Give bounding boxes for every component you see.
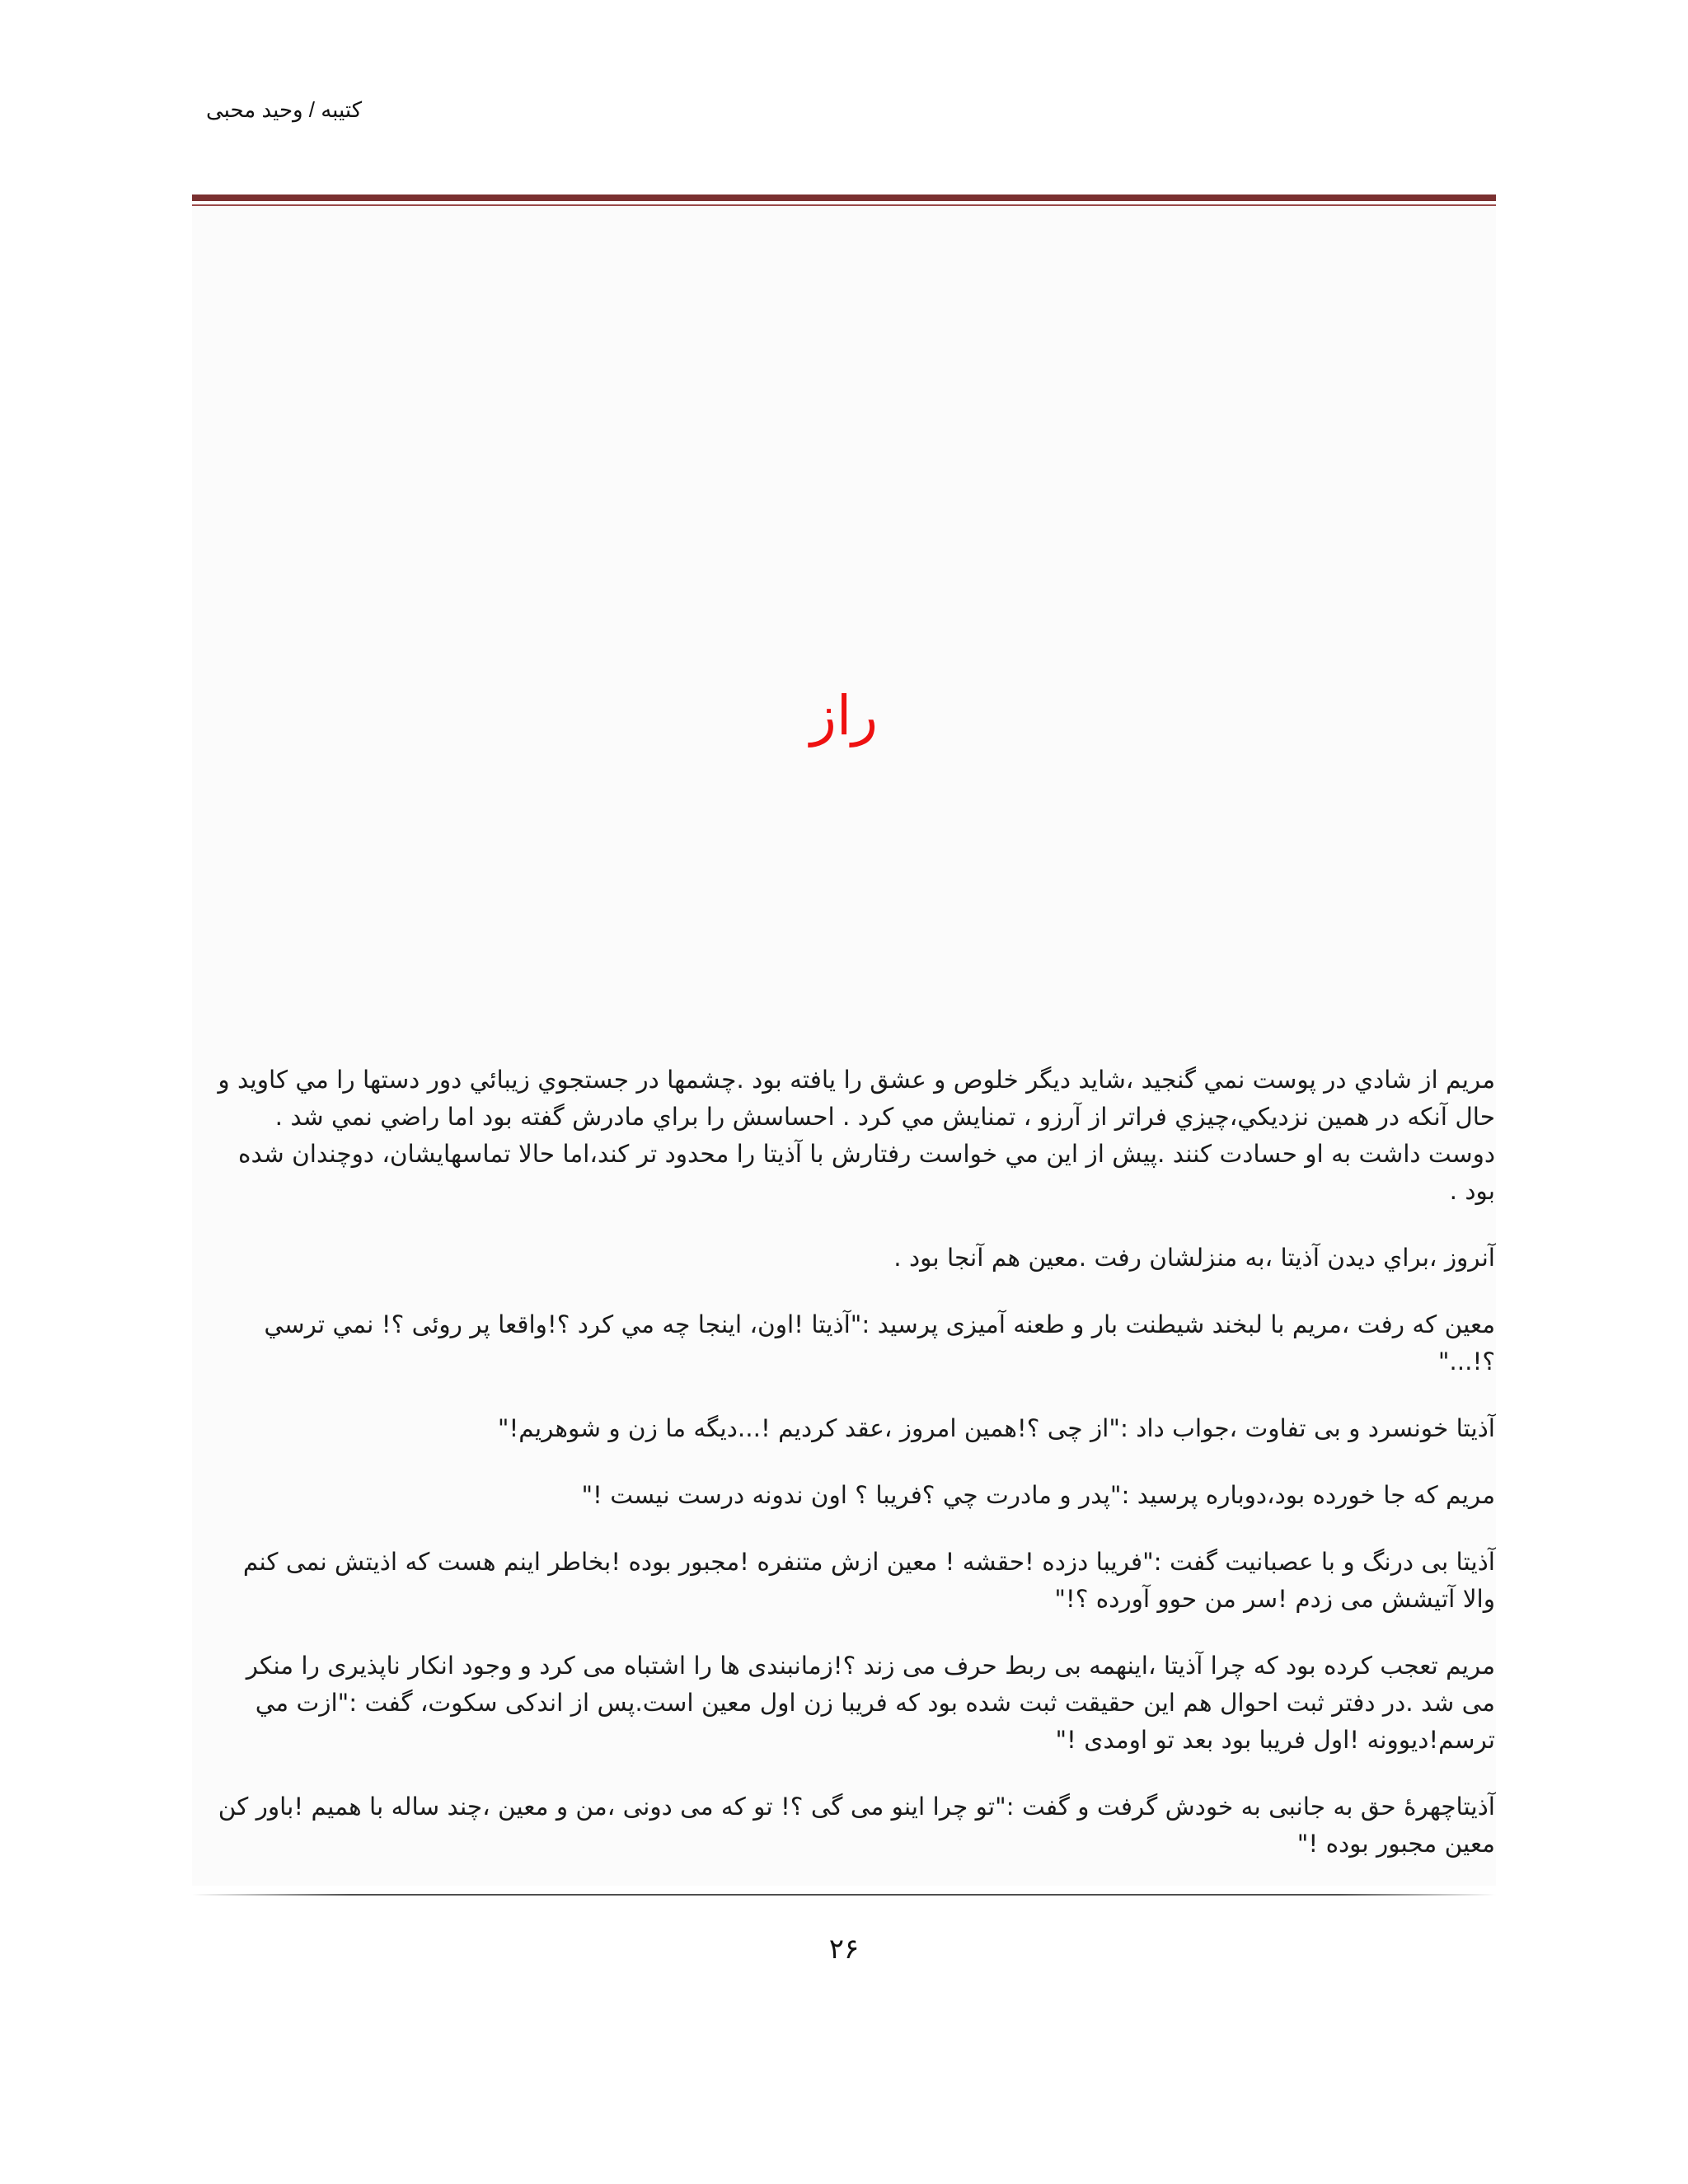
paragraph: مریم از شادي در پوست نمي گنجید ،شاید دیگر خلوص و عشق را یافته بود .چشمها در جستجوي زیبائي دور دستها را مي کاوید و حال آنکه در همین نزدیکي،چیزي فراتر از آرزو ، تمنایش مي کرد . احساسش را براي مادرش گفته بود اما راضي نمي شد . دوست داشت به او حسادت کنند .پیش از این مي خواست رفتارش با آذیتا را محدود تر کند،اما حالا تماسهایشان، دوچندان شده بود . — [218, 1066, 1495, 1205]
page-number: ۲۶ — [828, 1933, 860, 1966]
paragraph: آنروز ،براي دیدن آذیتا ،به منزلشان رفت .معین هم آنجا بود . — [893, 1244, 1495, 1272]
paragraph: آذیتا بی درنگ و با عصبانیت گفت :"فریبا دزده !حقشه ! معین ازش متنفره !مجبور بوده !بخاطر اینم هست که اذیتش نمی کنم والا آتیشش می زدم !سر من حوو آورده ؟!" — [242, 1548, 1495, 1613]
running-header: کتیبه / وحید محبی — [206, 97, 363, 122]
paragraph: مریم که جا خورده بود،دوباره پرسید :"پدر و مادرت چي ؟فریبا ؟ اون ندونه درست نیست !" — [581, 1481, 1495, 1509]
header-rule-thick — [192, 194, 1496, 201]
body-text — [209, 1062, 1495, 1892]
chapter-title: راز — [809, 684, 879, 748]
header-rule-thin — [192, 204, 1496, 206]
paragraph: معین که رفت ،مریم با لبخند شیطنت بار و طعنه آمیزی پرسید :"آذیتا !اون، اینجا چه مي کرد ؟!واقعا پر روئی ؟! نمي ترسي ؟!..." — [264, 1310, 1495, 1376]
paragraph: مریم تعجب کرده بود که چرا آذیتا ،اینهمه بی ربط حرف می زند ؟!زمانبندی ها را اشتباه می کرد و وجود انکار ناپذیری را منکر می شد .در دفتر ثبت احوال هم این حقیقت ثبت شده بود که فریبا زن اول معین است.پس از اندکی سکوت، گفت :"ازت مي ترسم!دیوونه !اول فریبا بود بعد تو اومدی !" — [246, 1652, 1495, 1754]
footer-rule — [192, 1894, 1496, 1896]
paragraph: آذیتاچهرۀ حق به جانبی به خودش گرفت و گفت :"تو چرا اینو می گی ؟! تو که می دونی ،من و معین ،چند ساله با همیم !باور کن معین مجبور بوده !" — [218, 1793, 1495, 1858]
paragraph: آذیتا خونسرد و بی تفاوت ،جواب داد :"از چی ؟!همین امروز ،عقد کردیم !...دیگه ما زن و شوهریم!" — [497, 1414, 1495, 1442]
